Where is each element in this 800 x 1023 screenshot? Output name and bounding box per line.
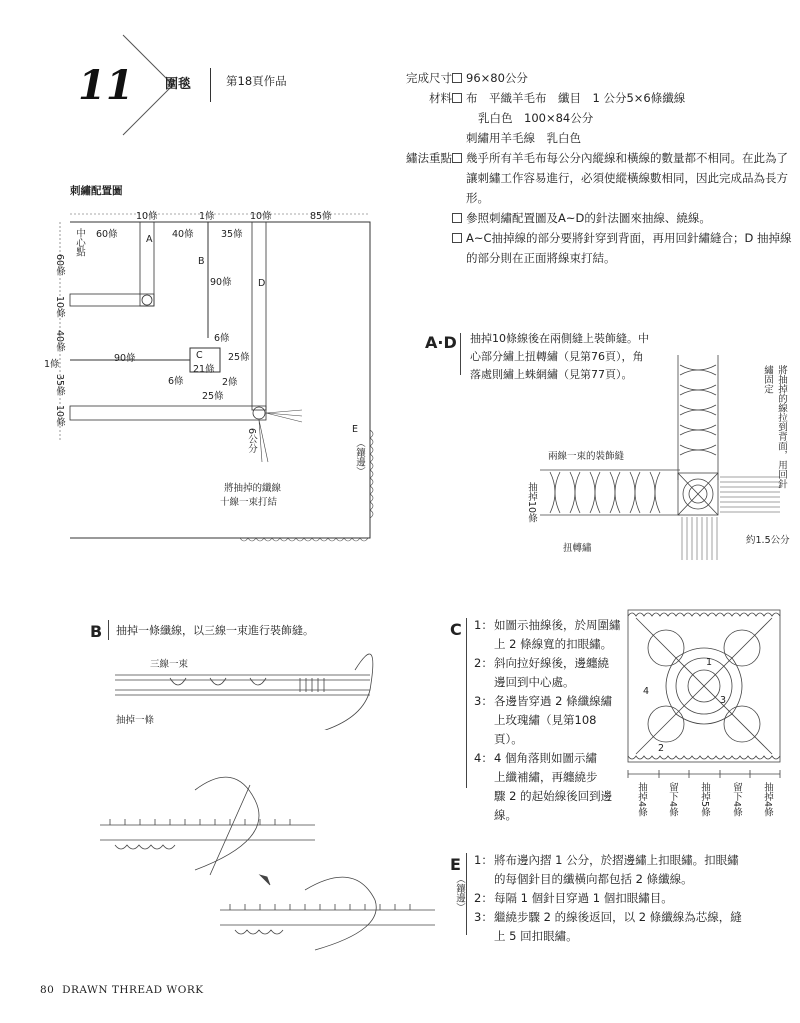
- dim-top-10b: 10條: [250, 211, 272, 222]
- e-step-3-line-2: 上 5 回扣眼繡。: [494, 929, 578, 943]
- project-title: 圍毯: [165, 77, 192, 92]
- section-E-sub: （鑲邊）: [454, 874, 465, 912]
- c-step-2-num: 2：: [474, 656, 493, 670]
- dim-25a: 25條: [228, 352, 250, 363]
- dim-c21: 21條: [193, 364, 215, 375]
- c-step-2-line-2: 邊回到中心處。: [494, 675, 575, 689]
- dim-left-10a: 10條: [54, 296, 65, 318]
- title-divider: [210, 68, 211, 102]
- bullet-box: [452, 213, 462, 223]
- C-bottom-5: 抽掉4條: [762, 782, 773, 817]
- point-1a: 幾乎所有羊毛布每公分內縱線和橫線的數量都不相同。在此為了: [466, 151, 788, 165]
- C-bottom-1: 抽掉4條: [636, 782, 647, 817]
- c-step-3-line-2: 上玫瑰繡（見第108頁）。: [494, 713, 597, 746]
- material-1: 布 平織羊毛布 纖目 1 公分5×6條纖線: [466, 91, 686, 105]
- dim-top-1: 1條: [199, 211, 215, 222]
- dim-35a: 35條: [221, 229, 243, 240]
- C-bottom-2: 留下4條: [667, 782, 678, 817]
- section-B-divider: [108, 620, 109, 640]
- dim-top-10a: 10條: [136, 211, 158, 222]
- point-2: 參照刺繡配置圖及A~D的針法圖來抽線、繞線。: [466, 211, 711, 225]
- c-step-2-line-1: 斜向拉好線後，邊纏繞: [494, 656, 609, 670]
- section-C-letter: C: [450, 620, 462, 639]
- C-bottom-4: 留下4條: [731, 782, 742, 817]
- label-B: B: [198, 256, 205, 267]
- points-label: 繡法重點: [406, 151, 452, 165]
- c-step-4-num: 4：: [474, 751, 493, 765]
- size-value: 96×80公分: [466, 71, 528, 85]
- dim-60: 60條: [96, 229, 118, 240]
- dim-h90: 90條: [114, 353, 136, 364]
- c-step-4-line-3: 驟 2 的起始線後回到邊: [494, 789, 613, 803]
- bullet-box: [452, 153, 462, 163]
- dim-40: 40條: [172, 229, 194, 240]
- size-label: 完成尺寸: [406, 71, 452, 85]
- AD-back-label: 將抽掉的線拉到背面，用回針繡固定: [762, 365, 787, 489]
- c-step-3-line-1: 各邊皆穿過 2 條纖線繡: [494, 694, 613, 708]
- knot-note-1: 將抽掉的纖線: [224, 483, 282, 494]
- section-C-divider: [466, 618, 467, 788]
- bullet-box: [452, 93, 462, 103]
- C-num-3: 3: [720, 695, 727, 706]
- section-AD-desc-3: 落處則繡上蛛網繡（見第77頁）。: [470, 368, 633, 381]
- e-step-3-num: 3：: [474, 910, 493, 924]
- dim-left-60: 60條: [54, 254, 65, 276]
- c-step-4-line-1: 4 個角落則如圖示繡: [494, 751, 597, 765]
- e-step-2-num: 2：: [474, 891, 493, 905]
- dim-2: 2條: [222, 377, 238, 388]
- AD-twist-label: 扭轉繡: [563, 543, 592, 554]
- AD-15cm-label: 約1.5公分: [746, 535, 790, 546]
- label-D: D: [258, 278, 266, 289]
- section-E-steps: [474, 851, 794, 946]
- dim-6cm: 6公分: [246, 428, 257, 454]
- e-step-1-line-2: 的每個針目的纖橫向都包括 2 條纖線。: [494, 872, 693, 886]
- label-A: A: [146, 234, 153, 245]
- section-E-divider: [466, 853, 467, 935]
- dim-left-35: 35條: [54, 374, 65, 396]
- dim-6a: 6條: [214, 333, 230, 344]
- AD-pull-label: 抽掉10條: [526, 482, 537, 523]
- section-B-letter: B: [90, 622, 103, 641]
- AD-deco-label: 兩線一束的裝飾縫: [548, 451, 625, 462]
- C-num-1: 1: [706, 657, 713, 668]
- dim-left-10b: 10條: [54, 405, 65, 427]
- B-one-label: 抽掉一條: [116, 715, 155, 726]
- B-three-label: 三線一束: [150, 659, 189, 670]
- section-AD-desc-2: 心部分繡上扭轉繡（見第76頁），角: [470, 350, 644, 363]
- C-bottom-3: 抽掉5條: [699, 782, 710, 817]
- point-1b: 讓刺繡工作容易進行，必須使縱橫線數相同，因此完成品為長方: [466, 171, 788, 185]
- point-1c: 形。: [466, 191, 489, 205]
- point-3b: 的部分則在正面將線束打結。: [466, 251, 616, 265]
- label-hem: （鑲邊）: [354, 438, 365, 476]
- section-C-diagram: [626, 608, 786, 783]
- bullet-box: [452, 73, 462, 83]
- book-title: DRAWN THREAD WORK: [62, 984, 204, 996]
- material-2: 乳白色 100×84公分: [478, 111, 594, 125]
- section-E-stitch-diagram: [95, 770, 455, 970]
- c-step-1-num: 1：: [474, 618, 493, 632]
- e-step-1-line-1: 將布邊內摺 1 公分，於摺邊繡上扣眼繡。扣眼繡: [494, 853, 739, 867]
- layout-diagram-title: 刺繡配置圖: [70, 185, 123, 197]
- dim-top-85: 85條: [310, 211, 332, 222]
- material-label: 材料: [429, 91, 452, 105]
- bullet-box: [452, 233, 462, 243]
- c-step-4-line-4: 線。: [494, 808, 517, 822]
- material-3: 刺繡用羊毛線 乳白色: [466, 131, 581, 145]
- c-step-1-line-2: 上 2 條線寬的扣眼繡。: [494, 637, 613, 651]
- section-B-desc: 抽掉一條纖線，以三線一束進行裝飾縫。: [116, 624, 314, 637]
- dim-left-1: 1條: [44, 359, 60, 370]
- specs-block: [396, 68, 796, 268]
- project-number: 11: [78, 62, 134, 109]
- point-3a: A~C抽掉線的部分要將針穿到背面，再用回針繡縫合；D 抽掉線: [466, 231, 792, 245]
- dim-25b: 25條: [202, 391, 224, 402]
- section-AD-desc-1: 抽掉10條線後在兩側縫上裝飾縫。中: [470, 332, 649, 345]
- e-step-2-line-1: 每隔 1 個針目穿過 1 個扣眼繡目。: [494, 891, 673, 905]
- section-AD-divider: [460, 333, 461, 375]
- c-step-1-line-1: 如圖示抽線後，於周圍繡: [494, 618, 621, 632]
- knot-note-2: 十線一束打結: [220, 497, 278, 508]
- label-E: E: [352, 424, 359, 435]
- section-AD-letter: A·D: [425, 333, 457, 352]
- dim-left-40: 40條: [54, 330, 65, 352]
- label-C: C: [196, 350, 203, 361]
- page-number: 80: [40, 984, 55, 996]
- c-step-4-line-2: 上纖補繡，再纏繞步: [494, 770, 598, 784]
- e-step-3-line-1: 繼繞步驟 2 的線後返回，以 2 條纖線為芯線，縫: [494, 910, 742, 924]
- c-step-3-num: 3：: [474, 694, 493, 708]
- project-subtitle: 第18頁作品: [226, 74, 287, 88]
- dim-6b: 6條: [168, 376, 184, 387]
- footer: [40, 984, 204, 996]
- dim-b90: 90條: [210, 277, 232, 288]
- section-C-steps: [474, 616, 624, 825]
- C-num-4: 4: [643, 686, 650, 697]
- C-num-2: 2: [658, 743, 665, 754]
- section-E-letter: E: [450, 855, 461, 874]
- e-step-1-num: 1：: [474, 853, 493, 867]
- center-point-label: 中心點: [74, 228, 85, 257]
